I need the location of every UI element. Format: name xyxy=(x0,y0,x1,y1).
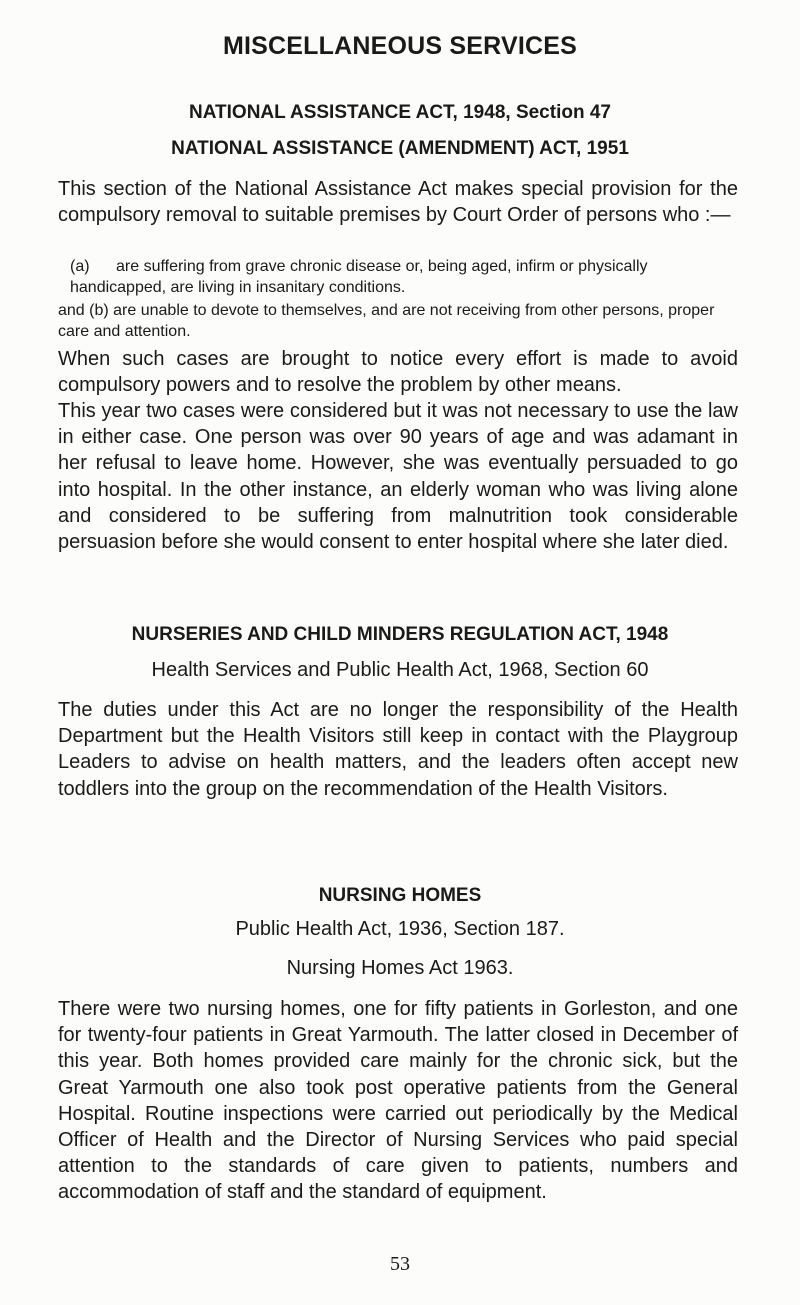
list-item-b xyxy=(58,300,738,342)
page-number: 53 xyxy=(390,1253,410,1275)
section-heading-nursing-homes: NURSING HOMES xyxy=(318,885,482,906)
section1-intro-paragraph: This section of the National Assistance Act makes special provision for the compulsory removal to suitable premises by Court Order of persons who :— xyxy=(58,178,738,227)
section2-paragraph: The duties under this Act are no longer the responsibility of the Health Department but the Health Visitors still keep in contact with the Playgroup Leaders to advise on health matters, and the leaders often accept new toddlers into the group on the recommendation of the Health Visitors. xyxy=(58,699,738,800)
section1-paragraph-3: This year two cases were considered but it was not necessary to use the law in either case. One person was over 90 years of age and was adamant in her refusal to leave home. However, she was eventually persuaded to go into hospital. In the other instance, an elderly woman who was living alone and considered to be suffering from malnutrition took considerable persuasion before she would consent to enter hospital where she later died. xyxy=(58,400,738,554)
section3-subheading-1: Public Health Act, 1936, Section 187. xyxy=(235,918,565,940)
list-item-b-text: are unable to devote to themselves, and are not receiving from other persons, proper care and attention. xyxy=(58,302,715,340)
section-heading-nurseries-child-minders: NURSERIES AND CHILD MINDERS REGULATION ACT, 1948 xyxy=(131,624,669,645)
section3-paragraph: There were two nursing homes, one for fifty patients in Gorleston, and one for twenty-four patients in Great Yarmouth. The latter closed in December of this year. Both homes provided care mainly for the chronic sick, but the Great Yarmouth one also took post operative patients from the General Hospital. Routine inspections were carried out periodically by the Medical Officer of Health and the Director of Nursing Services who paid special attention to the standards of care given to patients, numbers and accommodation of staff and the standard of equipment. xyxy=(58,998,738,1204)
section2-subheading: Health Services and Public Health Act, 1968, Section 60 xyxy=(151,659,649,681)
list-item-a-text: are suffering from grave chronic disease or, being aged, infirm or physically handicapped, are living in insanitary conditions. xyxy=(70,258,648,296)
section-heading-national-assistance-act: NATIONAL ASSISTANCE ACT, 1948, Section 47 xyxy=(189,102,611,123)
section3-subheading-2: Nursing Homes Act 1963. xyxy=(286,957,514,979)
list-item-a-label: (a) xyxy=(70,258,90,275)
section1-paragraph-2: When such cases are brought to notice every effort is made to avoid compulsory powers and to resolve the problem by other means. xyxy=(58,348,738,397)
list-item-a xyxy=(70,256,738,298)
list-item-b-label: and (b) xyxy=(58,302,109,319)
page-title: MISCELLANEOUS SERVICES xyxy=(223,32,577,60)
section-heading-national-assistance-amendment-act: NATIONAL ASSISTANCE (AMENDMENT) ACT, 1951 xyxy=(171,138,629,159)
